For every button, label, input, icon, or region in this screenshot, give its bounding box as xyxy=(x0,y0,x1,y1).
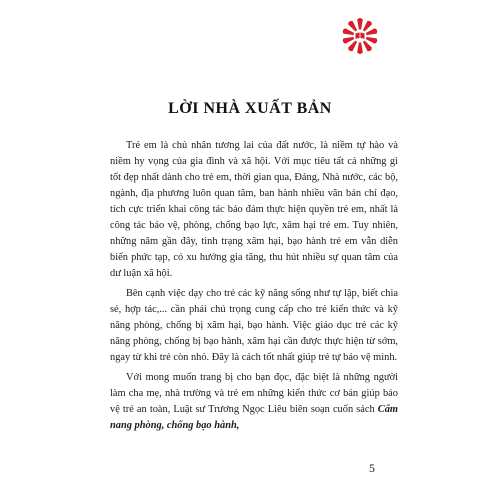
paragraph-text: Với mong muốn trang bị cho bạn đọc, đặc biệt là những người làm cha mẹ, nhà trường và trẻ em những kiến thức cơ bản giúp bảo vệ trẻ an toàn, Luật sư Trương Ngọc Liêu biên soạn cuốn sách xyxy=(110,372,398,415)
paragraph-2 xyxy=(110,286,398,366)
paragraph-text: Bên cạnh việc dạy cho trẻ các kỹ năng sống như tự lập, biết chia sẻ, hợp tác,... cần phải chú trọng cung cấp cho trẻ kiến thức và kỹ năng phòng, chống bị xâm hại, bạo hành. Việc giáo dục trẻ các kỹ năng phòng, chống bị bạo hành, xâm hại cần được thực hiện từ sớm, ngay từ khi trẻ còn nhỏ. Đây là cách tốt nhất giúp trẻ tự bảo vệ mình. xyxy=(110,288,398,363)
book-title-emphasis: Cẩm nang phòng, chống bạo hành, xyxy=(110,404,398,431)
body-text xyxy=(110,138,398,438)
paragraph-1 xyxy=(110,138,398,282)
page-number: 5 xyxy=(369,461,375,475)
red-star-book-emblem-icon xyxy=(338,14,382,58)
paragraph-text: Trẻ em là chủ nhân tương lai của đất nước, là niềm tự hào và niềm hy vọng của gia đình và xã hội. Với mục tiêu tất cả những gì tốt đẹp nhất dành cho trẻ em, thời gian qua, Đảng, Nhà nước, các bộ, ngành, địa phương luôn quan tâm, ban hành nhiều văn bản chỉ đạo, tích cực triển khai công tác bảo đảm thực hiện quyền trẻ em, nhất là công tác bảo vệ, phòng, chống bạo lực, xâm hại trẻ em. Tuy nhiên, những năm gần đây, tình trạng xâm hại, bạo hành trẻ em vẫn diễn biến phức tạp, có xu hướng gia tăng, thu hút nhiều sự quan tâm của dư luận xã hội. xyxy=(110,140,398,279)
page-title: LỜI NHÀ XUẤT BẢN xyxy=(168,100,332,117)
paragraph-3 xyxy=(110,370,398,434)
